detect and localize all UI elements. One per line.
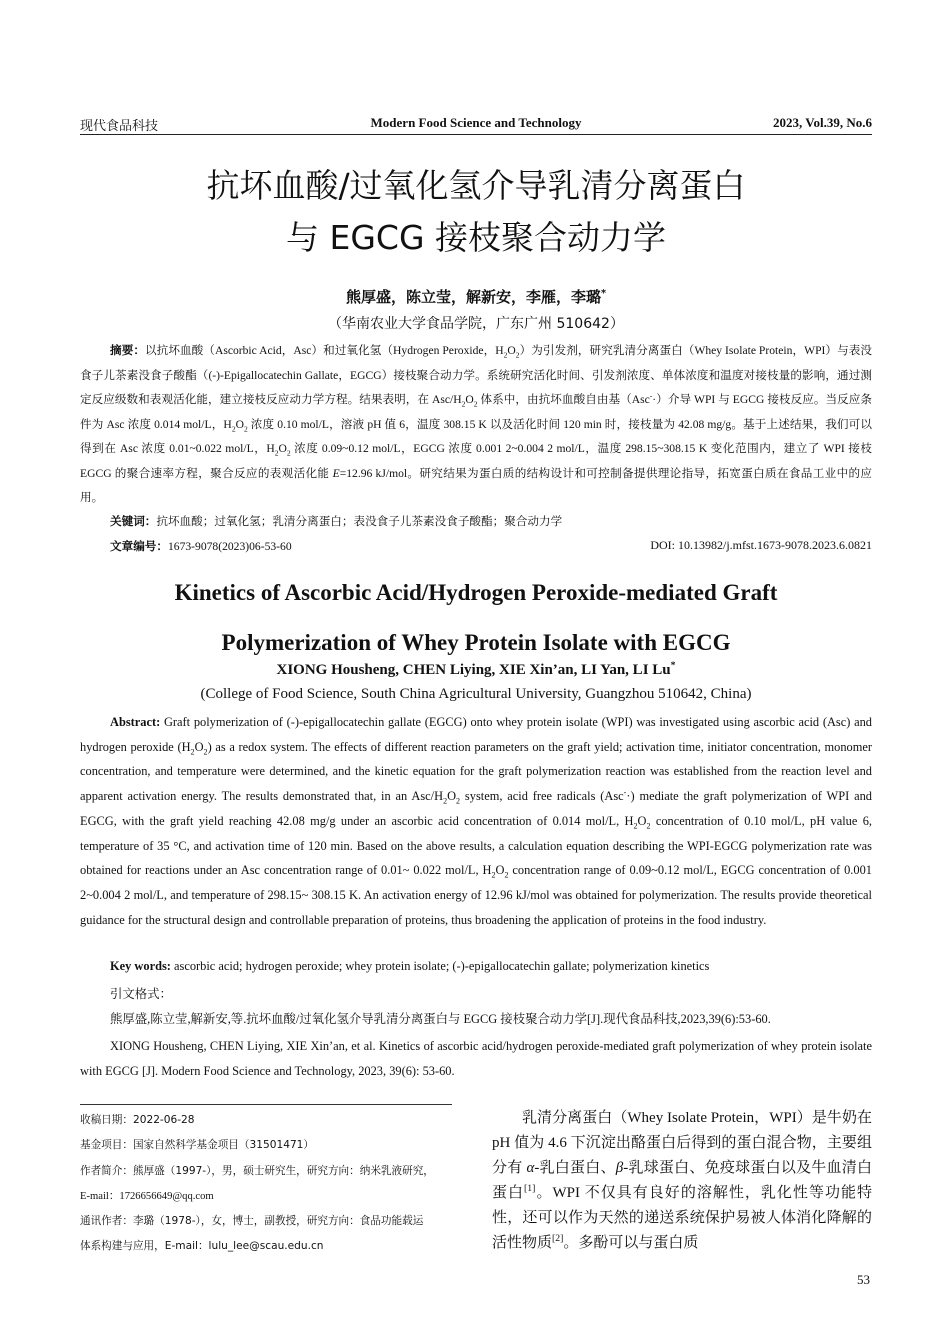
subscript: 2	[515, 350, 520, 360]
chinese-keywords-label: 关键词：	[110, 514, 157, 528]
reference-1[interactable]: [1]	[524, 1183, 536, 1194]
superscript: -	[623, 787, 627, 797]
abstract-text: system, acid free radicals (Asc	[460, 789, 624, 804]
subscript: 2	[274, 448, 279, 458]
corresponding-star: *	[670, 660, 676, 671]
author-email[interactable]: E-mail：1726656649@qq.com	[80, 1190, 214, 1202]
english-keywords-text: ascorbic acid; hydrogen peroxide; whey protein isolate; (-)-epigallocatechin gallate; polymerization kinetics	[170, 959, 710, 973]
abstract-text: Graft polymerization of (-)-epigallocatechin gallate (EGCG) onto whey protein isolate (WPI) was investigated using ascorbic acid (Asc) and hydrogen peroxide (H	[80, 715, 872, 754]
english-affiliation: (College of Food Science, South China Agricultural University, Guangzhou 510642, China)	[200, 686, 752, 702]
english-abstract	[80, 710, 872, 932]
subscript: 2	[286, 448, 291, 458]
corresponding-author-email[interactable]: 体系构建与应用，E-mail：lulu_lee@scau.edu.cn	[80, 1240, 324, 1253]
chinese-title-line1: 抗坏血酸/过氧化氢介导乳清分离蛋白	[206, 166, 746, 205]
abstract-text: O	[637, 813, 647, 828]
article-number	[110, 538, 292, 554]
abstract-text: ）为引发剂，研究乳清分离蛋白（Whey Isolate Protein，WPI）与表没食子儿茶素没食子酸酯（(-)-Epigallocatechin Gallate，EGCG）接枝聚合动力学。系统研究活化时间、引发剂浓度、单体浓度和温度对接枝量的影响，通过测定反应级数和表观活化能，建立接枝反应动力学方程。结果表明，在 Asc/H	[80, 344, 872, 406]
chinese-affiliation: （华南农业大学食品学院，广东广州 510642）	[328, 316, 624, 332]
body-text: -乳白蛋白、	[534, 1160, 616, 1176]
journal-name-en: Modern Food Science and Technology	[370, 115, 582, 130]
abstract-text: =12.96 kJ/mol。研究结果为蛋白质的结构设计和可控制备提供理论指导，拓宽蛋白质在食品工业中的应用。	[80, 466, 873, 504]
running-header	[80, 115, 872, 135]
body-text: -乳球蛋白、免疫球蛋白以及牛血清白蛋白	[492, 1160, 872, 1201]
greek-alpha: α	[526, 1160, 535, 1176]
english-abstract-label: Abstract:	[110, 715, 161, 729]
subscript: 2	[243, 423, 248, 433]
article-number-text: 1673-9078(2023)06-53-60	[167, 540, 292, 553]
abstract-text: 体系中，由抗坏血酸自由基（Asc	[477, 393, 650, 406]
body-text: 。WPI 不仅具有良好的溶解性，乳化性等功能特性，还可以作为天然的递送系统保护易被人体消化降解的活性物质	[492, 1185, 872, 1251]
english-title-line2: Polymerization of Whey Protein Isolate with EGCG	[221, 630, 731, 655]
abstract-text: O	[507, 344, 516, 357]
footnote-rule	[80, 1104, 452, 1105]
subscript: 2	[633, 821, 638, 831]
abstract-text: O	[235, 417, 244, 431]
subscript: 2	[190, 747, 195, 757]
chinese-title-line2: 与 EGCG 接枝聚合动力学	[285, 218, 666, 257]
abstract-text: O	[194, 739, 204, 754]
superscript: -	[649, 391, 653, 401]
abstract-text: ) as a redox system. The effects of different reaction parameters on the graft yield; activation time, initiator concentration, monomer concentration, and temperature were determined, and the kinetic equation for the graft polymerization reaction was established from the reaction level and apparent activation energy. The results demonstrated that, in an Asc/H	[80, 739, 872, 804]
citation-chinese: 熊厚盛,陈立莹,解新安,等.抗坏血酸/过氧化氢介导乳清分离蛋白与 EGCG 接枝聚合动力学[J].现代食品科技,2023,39(6):53-60.	[110, 1012, 771, 1026]
chinese-keywords	[110, 513, 562, 529]
chinese-abstract	[80, 338, 872, 511]
reference-2[interactable]: [2]	[552, 1233, 564, 1244]
page-number: 53	[857, 1272, 870, 1287]
abstract-text: concentration of 0.10 mol/L, pH value 6, temperature of 35 °C, and activation time of 120 min. Based on the above results, a calculation equation describing the WPI-EGCG polymerization rate was obtained for reactions under an Asc concentration range of 0.01~ 0.022 mol/L, H	[80, 813, 872, 878]
english-keywords	[110, 959, 709, 974]
abstract-text: O	[447, 789, 457, 804]
subscript: 2	[203, 747, 208, 757]
abstract-text: ·) mediate the graft polymerization of WPI and EGCG, with the graft yield reaching 42.08 mg/g under an ascorbic acid concentration of 0.014 mol/L, H	[80, 789, 872, 828]
header-rule	[80, 134, 872, 135]
citation-heading: 引文格式：	[110, 986, 172, 1001]
body-text: 。多酚可以与蛋白质	[563, 1235, 699, 1251]
subscript: 2	[504, 870, 509, 880]
subscript: 2	[231, 423, 236, 433]
abstract-text: 浓度 0.10 mol/L，溶液 pH 值 6，温度 308.15 K 以及活化时间 120 min 时，接枝量为 42.08 mg/g。基于上述结果，我们可以得到在 Asc 浓度 0.01~0.022 mol/L，H	[80, 417, 872, 455]
citation-english: XIONG Housheng, CHEN Liying, XIE Xin’an, et al. Kinetics of ascorbic acid/hydrogen peroxide-mediated graft polymerization of whey protein isolate with EGCG [J]. Modern Food Science and Technology, 2023, 39(6): 53-60.	[80, 1039, 872, 1078]
author-bio: 作者简介：熊厚盛（1997-），男，硕士研究生，研究方向：纳米乳液研究，	[80, 1164, 434, 1177]
energy-symbol: E	[332, 466, 340, 480]
abstract-text: O	[278, 442, 287, 455]
fund-info: 基金项目：国家自然科学基金项目（31501471）	[80, 1139, 315, 1152]
subscript: 2	[503, 350, 508, 360]
issue-info: 2023, Vol.39, No.6	[773, 115, 872, 130]
chinese-authors-text: 熊厚盛，陈立莹，解新安，李雁，李璐	[345, 288, 601, 306]
abstract-text: O	[495, 863, 505, 878]
chinese-keywords-text: 抗坏血酸；过氧化氢；乳清分离蛋白；表没食子儿茶素没食子酸酯；聚合动力学	[156, 515, 563, 528]
corresponding-star: *	[600, 288, 607, 299]
abstract-text: concentration range of 0.09~0.12 mol/L, EGCG concentration of 0.001 2~0.004 2 mol/L, and temperature of 298.15~ 308.15 K. An activation energy of 12.96 kJ/mol was obtained for polymerization. The results provide theoretical guidance for the structural design and controllable preparation of proteins, thus broadening the application of proteins in the food industry.	[80, 863, 872, 927]
abstract-text: ·）介导 WPI 与 EGCG 接枝反应。当反应条件为 Asc 浓度 0.014 mol/L，H	[80, 393, 872, 431]
chinese-authors	[80, 286, 872, 307]
chinese-title	[80, 160, 872, 264]
subscript: 2	[491, 870, 496, 880]
body-paragraph	[492, 1106, 872, 1256]
subscript: 2	[443, 796, 448, 806]
abstract-text: 浓度 0.09~0.12 mol/L，EGCG 浓度 0.001 2~0.004 2 mol/L，温度 298.15~308.15 K 变化范围内，建立了 WPI 接枝 EGCG 的聚合速率方程，聚合反应的表观活化能	[80, 442, 872, 480]
journal-name-cn: 现代食品科技	[80, 119, 159, 134]
abstract-text: O	[465, 393, 474, 406]
subscript: 2	[456, 796, 461, 806]
english-title-line1: Kinetics of Ascorbic Acid/Hydrogen Peroxide-mediated Graft	[174, 580, 778, 605]
doi[interactable]: DOI: 10.13982/j.mfst.1673-9078.2023.6.0821	[650, 538, 872, 552]
chinese-abstract-label: 摘要：	[110, 343, 146, 357]
english-title	[80, 568, 872, 668]
received-date: 收稿日期：2022-06-28	[80, 1114, 195, 1126]
abstract-text: 以抗坏血酸（Ascorbic Acid，Asc）和过氧化氢（Hydrogen Peroxide，H	[145, 344, 504, 357]
corresponding-author: 通讯作者：李璐（1978-），女，博士，副教授，研究方向：食品功能载运	[80, 1215, 424, 1228]
english-authors-text: XIONG Housheng, CHEN Liying, XIE Xin’an, LI Yan, LI Lu	[276, 662, 671, 678]
subscript: 2	[646, 821, 651, 831]
english-keywords-label: Key words:	[110, 959, 171, 973]
footnotes	[80, 1108, 460, 1260]
greek-beta: β	[615, 1160, 624, 1176]
english-authors	[80, 662, 872, 679]
subscript: 2	[473, 399, 478, 409]
article-number-label: 文章编号：	[110, 539, 168, 553]
body-text: 乳清分离蛋白（Whey Isolate Protein，WPI）是牛奶在 pH 值为 4.6 下沉淀出酪蛋白后得到的蛋白混合物，主要组分有	[492, 1110, 872, 1176]
subscript: 2	[461, 399, 466, 409]
